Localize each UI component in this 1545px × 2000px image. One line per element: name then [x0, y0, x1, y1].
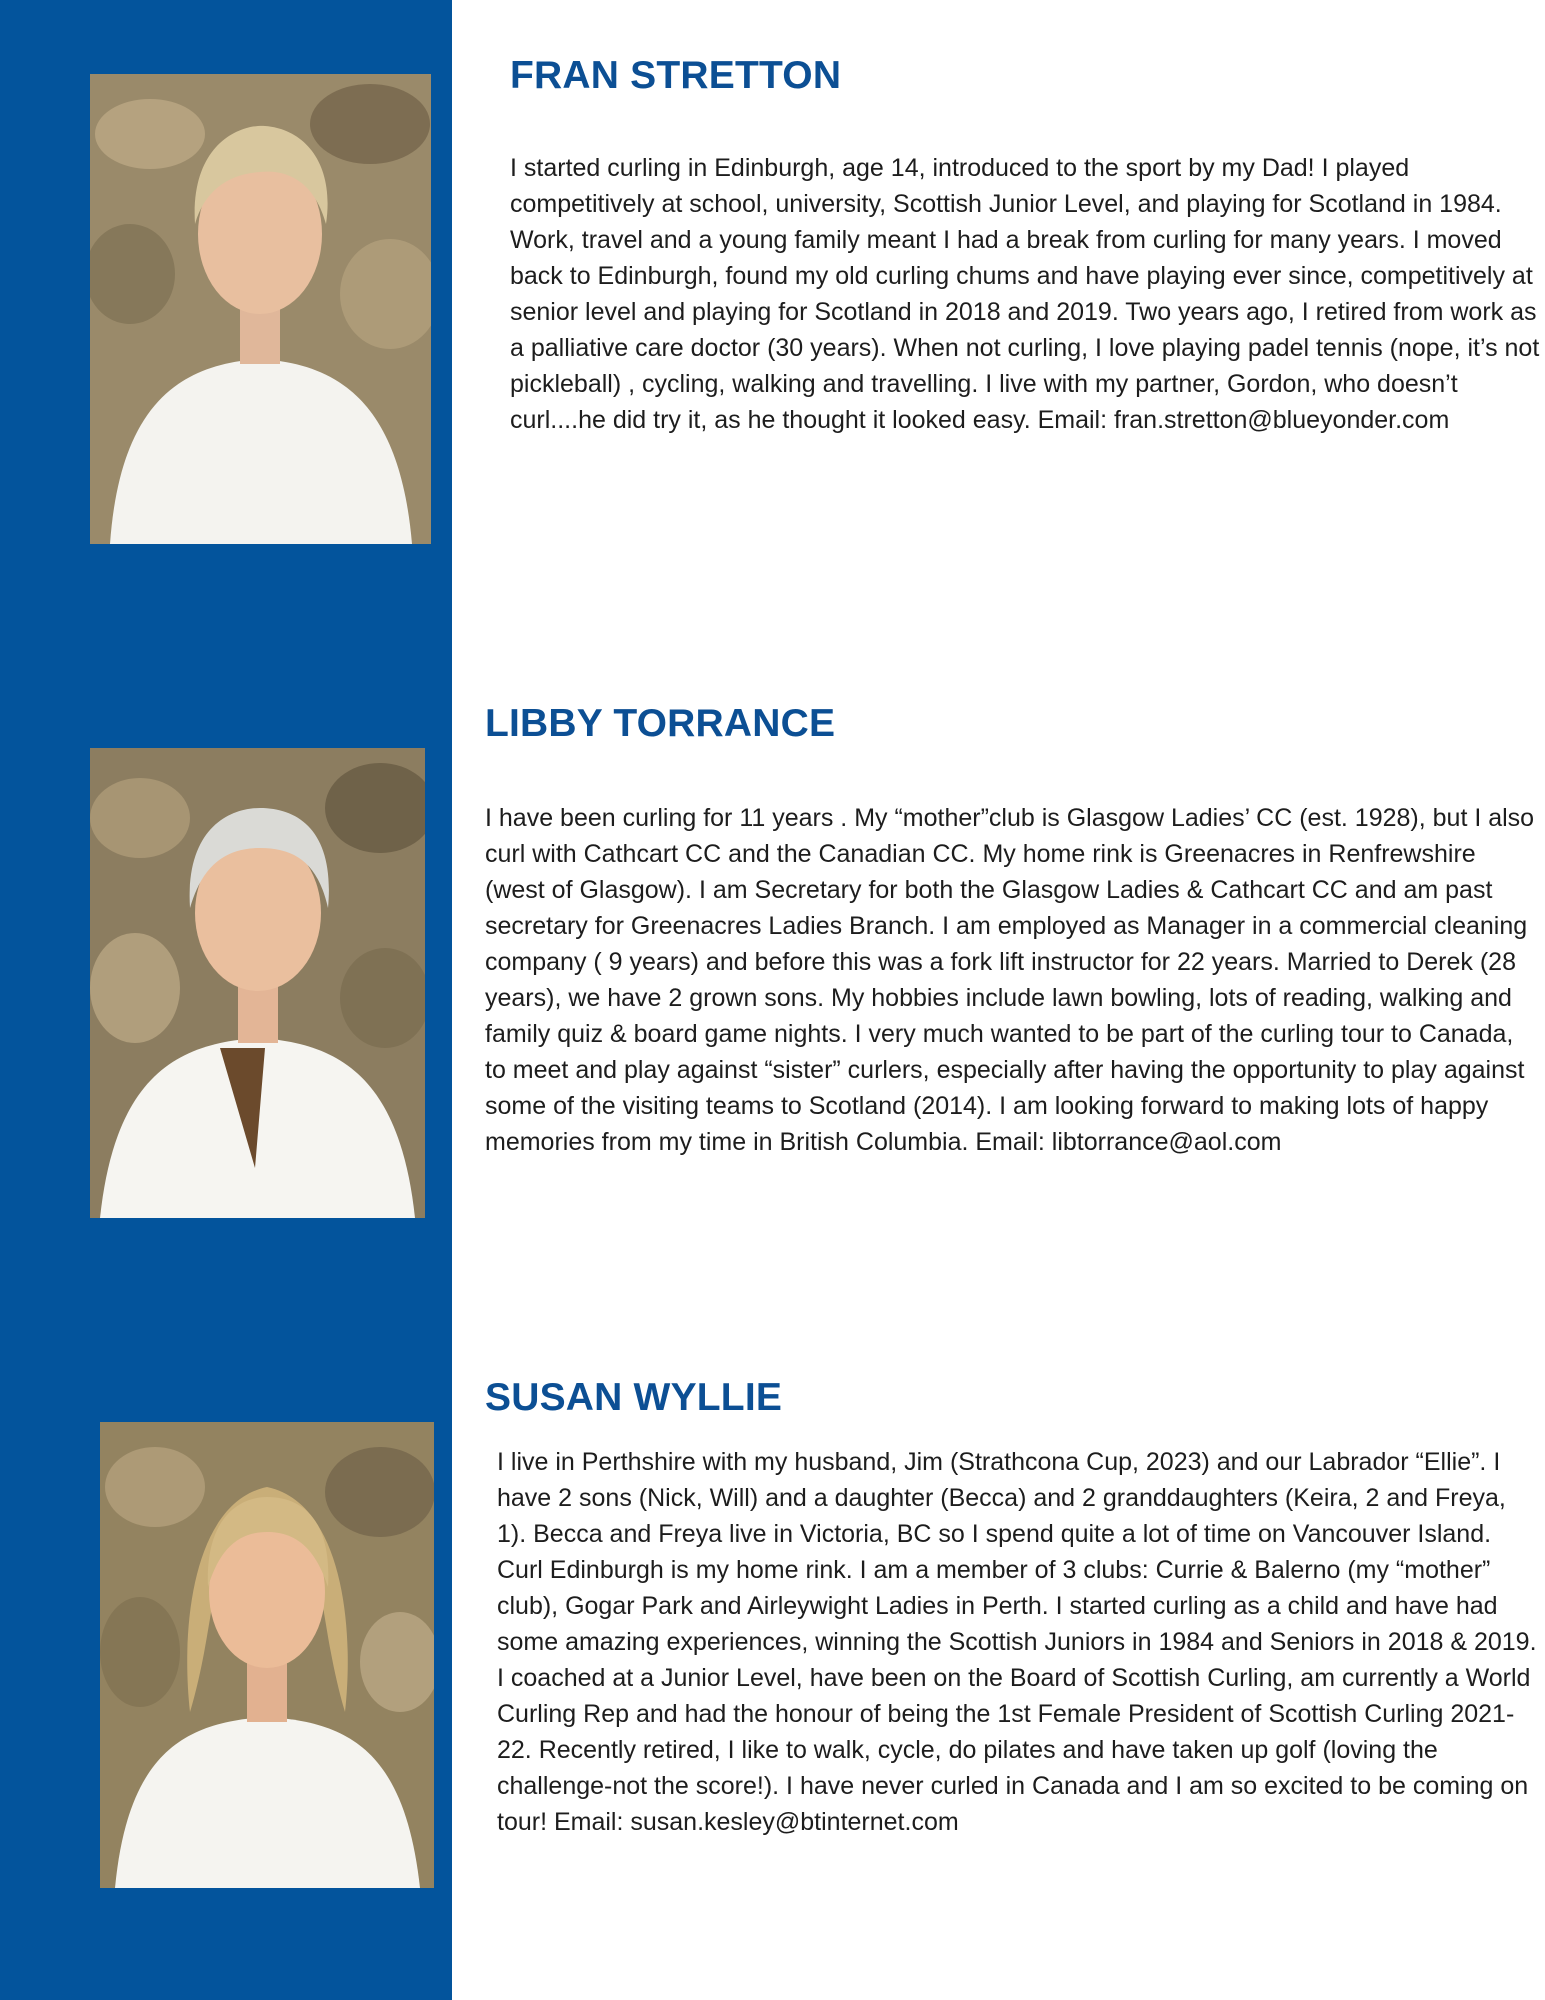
- profile-name: SUSAN WYLLIE: [485, 1376, 783, 1419]
- profile-name: FRAN STRETTON: [510, 54, 842, 97]
- profile-bio: I live in Perthshire with my husband, Jim (Strathcona Cup, 2023) and our Labrador “Ellie”. I have 2 sons (Nick, Will) and a daughter (Becca) and 2 granddaughters (Keira, 2 and Freya, 1). Becca and Freya live in Victoria, BC so I spend quite a lot of time on Vancouver Island. Curl Edinburgh is my home rink. I am a member of 3 clubs: Currie & Balerno (my “mother” club), Gogar Park and Airleywight Ladies in Perth. I started curling as a child and have had some amazing experiences, winning the Scottish Juniors in 1984 and Seniors in 2018 & 2019. I coached at a Junior Level, have been on the Board of Scottish Curling, am currently a World Curling Rep and had the honour of being the 1st Female President of Scottish Curling 2021-22. Recently retired, I like to walk, cycle, do pilates and have taken up golf (loving the challenge-not the score!). I have never curled in Canada and I am so excited to be coming on tour! Email: susan.kesley@btinternet.com: [497, 1448, 1537, 1836]
- profile-photo-susan-wyllie: [100, 1422, 434, 1888]
- profile-bio: I started curling in Edinburgh, age 14, introduced to the sport by my Dad! I played competitively at school, university, Scottish Junior Level, and playing for Scotland in 1984. Work, travel and a young family meant I had a break from curling for many years. I moved back to Edinburgh, found my old curling chums and have playing ever since, competitively at senior level and playing for Scotland in 2018 and 2019. Two years ago, I retired from work as a palliative care doctor (30 years). When not curling, I love playing padel tennis (nope, it’s not pickleball) , cycling, walking and travelling. I live with my partner, Gordon, who doesn’t curl....he did try it, as he thought it looked easy. Email: fran.stretton@blueyonder.com: [510, 154, 1540, 434]
- profile-bio: I have been curling for 11 years . My “mother”club is Glasgow Ladies’ CC (est. 1928), but I also curl with Cathcart CC and the Canadian CC. My home rink is Greenacres in Renfrewshire (west of Glasgow). I am Secretary for both the Glasgow Ladies & Cathcart CC and am past secretary for Greenacres Ladies Branch. I am employed as Manager in a commercial cleaning company ( 9 years) and before this was a fork lift instructor for 22 years. Married to Derek (28 years), we have 2 grown sons. My hobbies include lawn bowling, lots of reading, walking and family quiz & board game nights. I very much wanted to be part of the curling tour to Canada, to meet and play against “sister” curlers, especially after having the opportunity to play against some of the visiting teams to Scotland (2014). I am looking forward to making lots of happy memories from my time in British Columbia. Email: libtorrance@aol.com: [485, 804, 1535, 1156]
- profile-name: LIBBY TORRANCE: [485, 702, 836, 745]
- profile-photo-libby-torrance: [90, 748, 425, 1218]
- profile-photo-fran-stretton: [90, 74, 431, 544]
